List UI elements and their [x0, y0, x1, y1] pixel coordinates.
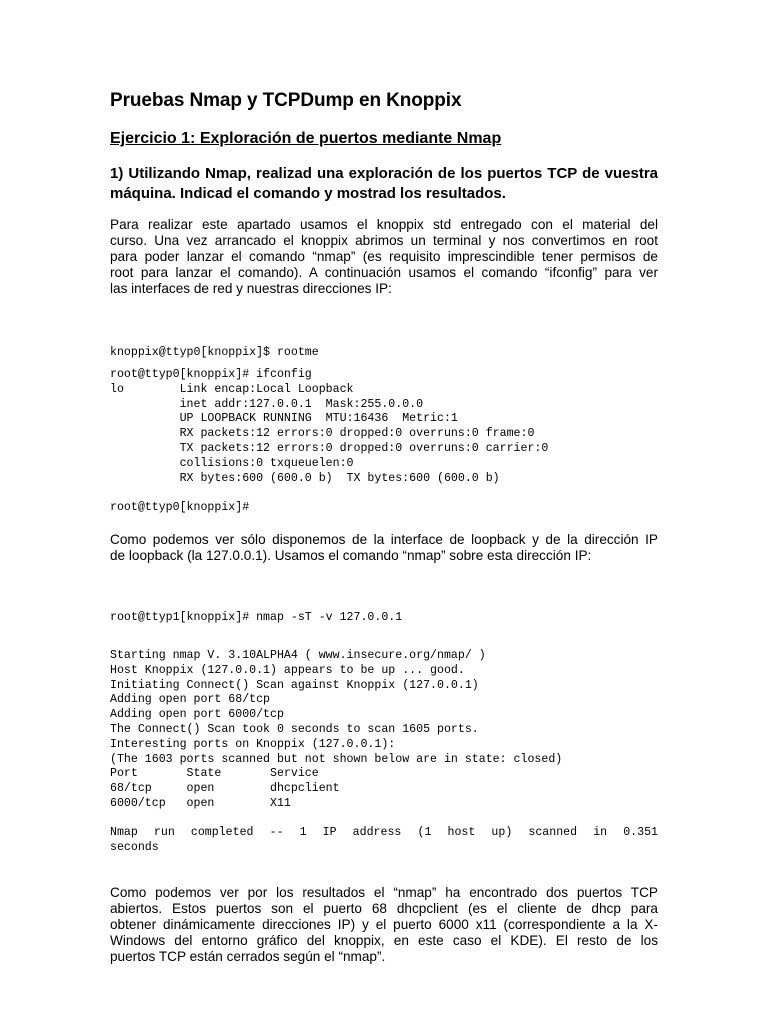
loopback-paragraph — [110, 532, 658, 564]
question-text: 1) Utilizando Nmap, realizad una exploración de los puertos TCP de vuestra máquina. Indicad el comando y mostrad los resultados. — [110, 165, 658, 202]
document-title: Pruebas Nmap y TCPDump en Knoppix — [110, 90, 462, 111]
paragraph-line: Como podemos ver sólo disponemos de la interface de loopback y de la dirección IP — [110, 532, 658, 547]
terminal-prompt-end: root@ttyp0[knoppix]# — [110, 501, 250, 514]
paragraph-line: curso. Una vez arrancado el knoppix abrimos un terminal y nos convertimos en root — [110, 233, 658, 248]
paragraph-line: root para lanzar el comando). A continuación usamos el comando “ifconfig” para ver — [110, 265, 658, 280]
terminal-line: seconds — [110, 840, 159, 854]
terminal-rootme-line: knoppix@ttyp0[knoppix]$ rootme — [110, 346, 319, 359]
terminal-ifconfig-output: root@ttyp0[knoppix]# ifconfig lo Link encap:Local Loopback inet addr:127.0.0.1 Mask:255.0.0.0 UP LOOPBACK RUNNING MTU:16436 Metric:1 RX packets:12 errors:0 dropped:0 overruns:0 frame:0 TX packets:12 errors:0 dropped:0 overruns:0 carrier:0 collisions:0 txqueuelen:0 RX bytes:600 (600.0 b) TX bytes:600 (600.0 b) — [110, 368, 549, 485]
terminal-line: Nmap run completed -- 1 IP address (1 host up) scanned in 0.351 — [110, 826, 658, 839]
terminal-nmap-command: root@ttyp1[knoppix]# nmap -sT -v 127.0.0.1 — [110, 611, 403, 624]
terminal-nmap-output: Starting nmap V. 3.10ALPHA4 ( www.insecure.org/nmap/ ) Host Knoppix (127.0.0.1) appears to be up ... good. Initiating Connect() Scan against Knoppix (127.0.0.1) Adding open port 68/tcp Adding open port 6000/tcp The Connect() Scan took 0 seconds to scan 1605 ports. Interesting ports on Knoppix (127.0.0.1): (The 1603 ports scanned but not shown below are in state: closed) Port State Service 68/tcp open dhcpclient 6000/tcp open X11 — [110, 649, 563, 810]
paragraph-line: abiertos. Estos puertos son el puerto 68 dhcpclient (es el cliente de dhcp para — [110, 901, 658, 916]
paragraph-line: obtener dinámicamente direcciones IP) y el puerto 6000 x11 (correspondiente a la X- — [110, 917, 658, 932]
paragraph-line: para poder lanzar el comando “nmap” (es requisito imprescindible tener permisos de — [110, 249, 658, 264]
terminal-nmap-completed — [110, 826, 658, 856]
paragraph-line: Como podemos ver por los resultados el “nmap” ha encontrado dos puertos TCP — [110, 885, 658, 900]
paragraph-line: de loopback (la 127.0.0.1). Usamos el comando “nmap” sobre esta dirección IP: — [110, 548, 592, 563]
paragraph-line: las interfaces de red y nuestras direcciones IP: — [110, 281, 392, 296]
paragraph-line: puertos TCP están cerrados según el “nmap”. — [110, 949, 386, 964]
paragraph-line: Windows del entorno gráfico del knoppix, en este caso el KDE). El resto de los — [110, 933, 658, 948]
intro-paragraph — [110, 217, 658, 297]
results-paragraph — [110, 885, 658, 965]
paragraph-line: Para realizar este apartado usamos el knoppix std entregado con el material del — [110, 217, 658, 232]
exercise-heading: Ejercicio 1: Exploración de puertos mediante Nmap — [110, 130, 502, 147]
